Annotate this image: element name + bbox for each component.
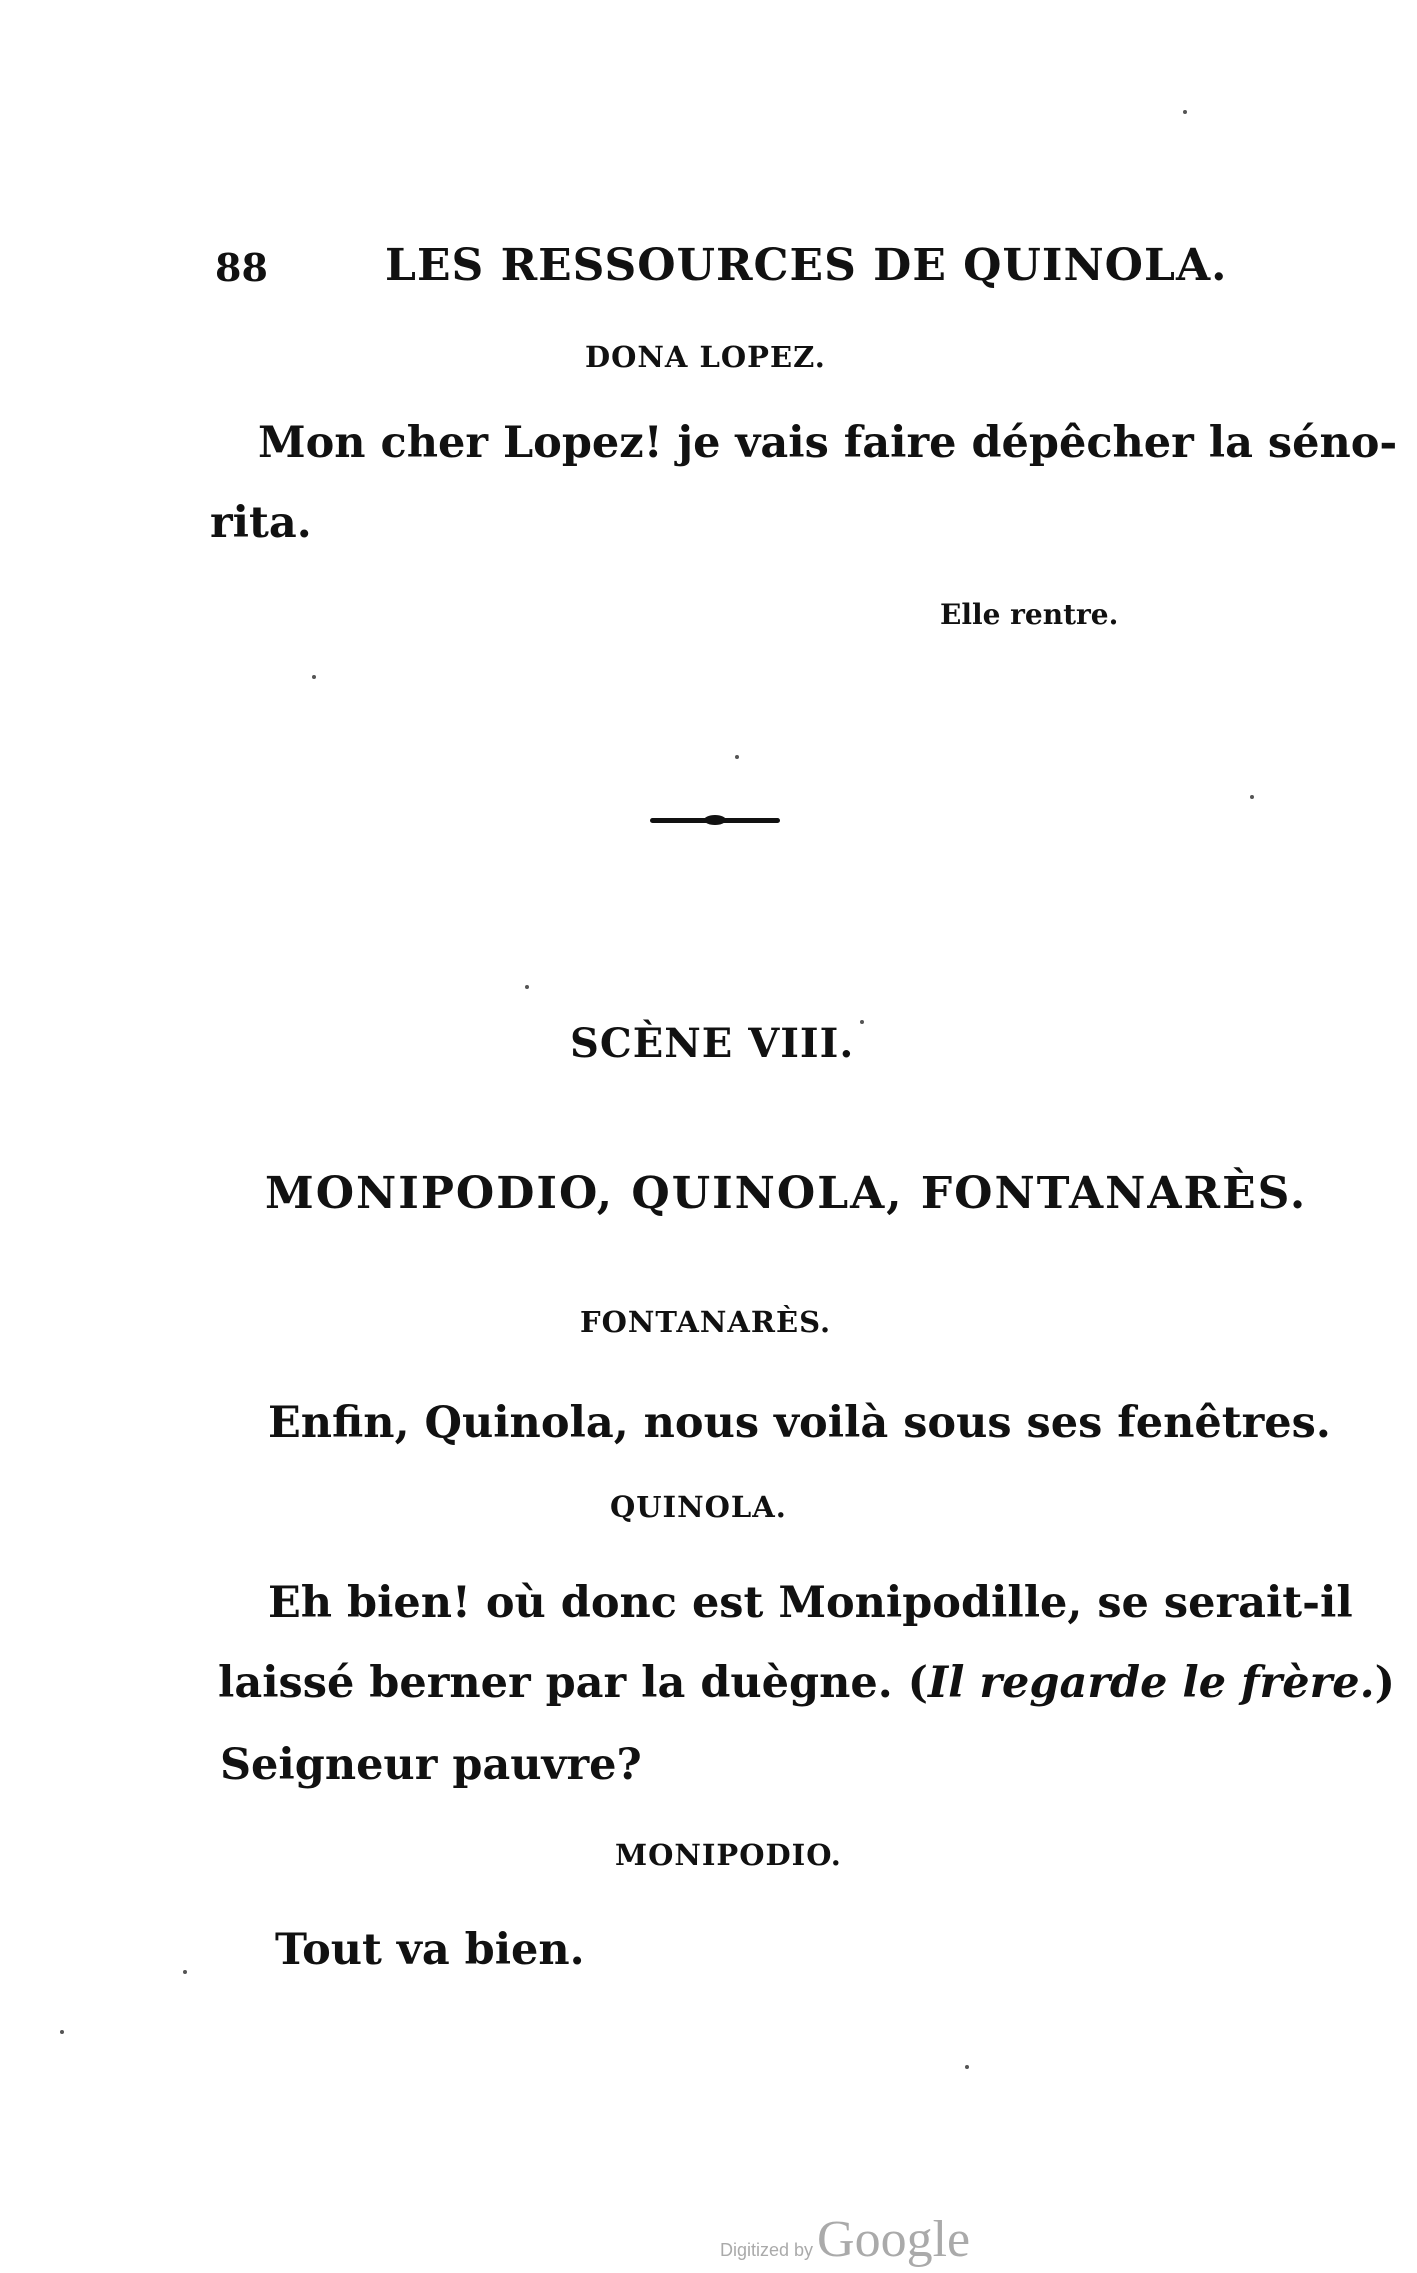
ink-speck bbox=[965, 2065, 969, 2069]
ink-speck bbox=[860, 1020, 864, 1024]
speaker-quinola: QUINOLA. bbox=[610, 1490, 787, 1524]
scene-characters: MONIPODIO, QUINOLA, FONTANARÈS. bbox=[265, 1168, 1308, 1219]
dialogue-line: Seigneur pauvre? bbox=[220, 1740, 642, 1790]
dialogue-line: Eh bien! où donc est Monipodille, se serait-il bbox=[268, 1578, 1353, 1628]
running-title: LES RESSOURCES DE QUINOLA. bbox=[385, 240, 1228, 291]
dialogue-line: Tout va bien. bbox=[275, 1925, 585, 1975]
dialogue-line bbox=[218, 1658, 1395, 1708]
ink-speck bbox=[525, 985, 529, 989]
speaker-dona-lopez: DONA LOPEZ. bbox=[585, 340, 826, 374]
dialogue-text: laissé berner par la duègne. ( bbox=[218, 1658, 928, 1708]
digitized-by-google bbox=[720, 2210, 970, 2269]
speaker-monipodio: MONIPODIO. bbox=[615, 1838, 842, 1872]
google-wordmark: Google bbox=[817, 2211, 971, 2268]
ink-speck bbox=[735, 755, 739, 759]
dialogue-line: rita. bbox=[210, 498, 312, 548]
stage-direction: Elle rentre. bbox=[940, 598, 1119, 631]
ink-speck bbox=[60, 2030, 64, 2034]
dialogue-text: ) bbox=[1374, 1658, 1395, 1708]
ink-speck bbox=[1183, 110, 1187, 114]
speaker-fontanares: FONTANARÈS. bbox=[580, 1305, 832, 1339]
scene-title: SCÈNE VIII. bbox=[570, 1020, 855, 1067]
ink-speck bbox=[183, 1970, 187, 1974]
stage-direction-inline: Il regarde le frère. bbox=[927, 1658, 1375, 1708]
dialogue-line: Enfin, Quinola, nous voilà sous ses fenêtres. bbox=[268, 1398, 1331, 1448]
ink-speck bbox=[1250, 795, 1254, 799]
ink-speck bbox=[312, 675, 316, 679]
page-number: 88 bbox=[215, 245, 268, 290]
dialogue-line: Mon cher Lopez! je vais faire dépêcher la séno- bbox=[258, 418, 1398, 468]
digitized-label: Digitized by bbox=[720, 2240, 814, 2260]
ornament-center bbox=[704, 815, 726, 825]
